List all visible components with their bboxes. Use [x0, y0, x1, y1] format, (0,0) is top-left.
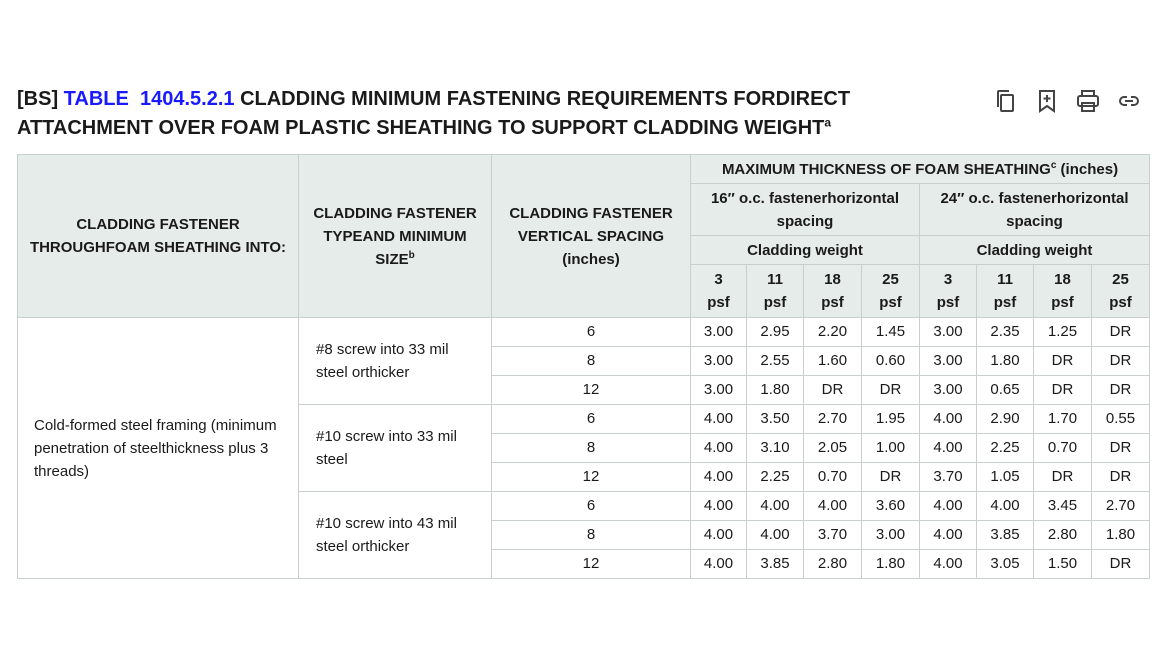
value-cell: DR: [1092, 318, 1150, 347]
value-cell: 4.00: [920, 521, 977, 550]
value-cell: 2.20: [804, 318, 862, 347]
section-number-link[interactable]: 1404.5.2.1: [139, 88, 235, 110]
value-cell: 1.45: [862, 318, 920, 347]
value-cell: 4.00: [747, 521, 804, 550]
value-cell: 0.65: [977, 376, 1034, 405]
value-cell: 1.25: [1034, 318, 1092, 347]
value-cell: 4.00: [747, 492, 804, 521]
value-cell: 4.00: [920, 492, 977, 521]
bookmark-add-button[interactable]: [1035, 87, 1059, 115]
value-cell: 1.00: [862, 434, 920, 463]
value-cell: 3.70: [920, 463, 977, 492]
header-psf-16-18: 18 psf: [804, 265, 862, 318]
value-cell: 3.70: [804, 521, 862, 550]
value-cell: 3.00: [862, 521, 920, 550]
value-cell: DR: [1034, 347, 1092, 376]
fastener-cell: #10 screw into 33 mil steel: [299, 405, 492, 492]
value-cell: 4.00: [691, 463, 747, 492]
value-cell: 3.60: [862, 492, 920, 521]
value-cell: DR: [1092, 376, 1150, 405]
value-cell: 1.95: [862, 405, 920, 434]
header-psf-16-25: 25 psf: [862, 265, 920, 318]
value-cell: DR: [862, 376, 920, 405]
value-cell: 3.00: [920, 376, 977, 405]
value-cell: 3.00: [691, 376, 747, 405]
value-cell: 3.85: [747, 550, 804, 579]
value-cell: 2.95: [747, 318, 804, 347]
link-icon: [1117, 89, 1141, 113]
value-cell: 0.55: [1092, 405, 1150, 434]
value-cell: 1.50: [1034, 550, 1092, 579]
fastener-cell: #10 screw into 43 mil steel orthicker: [299, 492, 492, 579]
header-psf-24-25: 25 psf: [1092, 265, 1150, 318]
header-psf-24-11: 11 psf: [977, 265, 1034, 318]
spacing-cell: 6: [492, 405, 691, 434]
value-cell: 3.00: [691, 318, 747, 347]
header-fastener-type: CLADDING FASTENER TYPEAND MINIMUM SIZE$^b$: [299, 155, 492, 318]
print-icon: [1076, 89, 1100, 113]
value-cell: 2.80: [1034, 521, 1092, 550]
value-cell: 4.00: [920, 405, 977, 434]
value-cell: 3.50: [747, 405, 804, 434]
spacing-cell: 6: [492, 318, 691, 347]
link-button[interactable]: [1117, 87, 1141, 115]
value-cell: DR: [1034, 463, 1092, 492]
value-cell: 3.10: [747, 434, 804, 463]
title-text-line-1: CLADDING MINIMUM FASTENING REQUIREMENTS FORDIRECT: [240, 88, 851, 110]
fastener-cell: #8 screw into 33 mil steel orthicker: [299, 318, 492, 405]
spacing-cell: 8: [492, 521, 691, 550]
value-cell: 3.00: [920, 318, 977, 347]
value-cell: 4.00: [691, 405, 747, 434]
header-psf-24-18: 18 psf: [1034, 265, 1092, 318]
value-cell: 2.05: [804, 434, 862, 463]
title-line-2: [17, 114, 917, 143]
value-cell: DR: [1092, 434, 1150, 463]
header-psf-16-11: 11 psf: [747, 265, 804, 318]
value-cell: DR: [804, 376, 862, 405]
value-cell: 1.80: [862, 550, 920, 579]
spacing-cell: 6: [492, 492, 691, 521]
value-cell: DR: [1092, 463, 1150, 492]
table-title: [17, 85, 917, 143]
title-footnote: a: [824, 115, 832, 130]
header-cladding-weight-16: Cladding weight: [691, 236, 920, 265]
value-cell: 2.25: [747, 463, 804, 492]
spacing-cell: 12: [492, 376, 691, 405]
header-spacing-24: 24″ o.c. fastenerhorizontal spacing: [920, 184, 1150, 236]
value-cell: 2.35: [977, 318, 1034, 347]
table-row: [18, 318, 1150, 347]
value-cell: 1.05: [977, 463, 1034, 492]
value-cell: 2.90: [977, 405, 1034, 434]
framing-cell: Cold-formed steel framing (minimum penetration of steelthickness plus 3 threads): [18, 318, 299, 579]
value-cell: 4.00: [691, 521, 747, 550]
title-text-line-2: ATTACHMENT OVER FOAM PLASTIC SHEATHING TO SUPPORT CLADDING WEIGHT: [17, 117, 825, 139]
value-cell: 3.45: [1034, 492, 1092, 521]
value-cell: 1.80: [977, 347, 1034, 376]
header-cladding-weight-24: Cladding weight: [920, 236, 1150, 265]
header-max-thickness: MAXIMUM THICKNESS OF FOAM SHEATHING$^c$ (inches): [691, 155, 1150, 184]
value-cell: DR: [1092, 550, 1150, 579]
header-psf-16-3: 3 psf: [691, 265, 747, 318]
header-vertical-spacing: CLADDING FASTENER VERTICAL SPACING (inches): [492, 155, 691, 318]
copy-icon: [994, 89, 1018, 113]
spacing-cell: 12: [492, 550, 691, 579]
value-cell: 4.00: [804, 492, 862, 521]
section-toolbar: [994, 86, 1144, 116]
spacing-cell: 12: [492, 463, 691, 492]
value-cell: 3.00: [691, 347, 747, 376]
value-cell: 3.00: [920, 347, 977, 376]
value-cell: 4.00: [977, 492, 1034, 521]
value-cell: 2.55: [747, 347, 804, 376]
value-cell: 1.60: [804, 347, 862, 376]
value-cell: 2.80: [804, 550, 862, 579]
spacing-cell: 8: [492, 347, 691, 376]
value-cell: 2.70: [1092, 492, 1150, 521]
title-line-1: [17, 85, 917, 114]
copy-button[interactable]: [994, 87, 1018, 115]
table-link[interactable]: TABLE: [63, 88, 129, 110]
value-cell: DR: [862, 463, 920, 492]
value-cell: 4.00: [920, 434, 977, 463]
value-cell: DR: [1092, 347, 1150, 376]
value-cell: 3.85: [977, 521, 1034, 550]
header-spacing-16: 16″ o.c. fastenerhorizontal spacing: [691, 184, 920, 236]
value-cell: 1.80: [1092, 521, 1150, 550]
header-framing: CLADDING FASTENER THROUGHFOAM SHEATHING INTO:: [18, 155, 299, 318]
value-cell: 4.00: [691, 550, 747, 579]
value-cell: 4.00: [691, 492, 747, 521]
value-cell: 4.00: [691, 434, 747, 463]
value-cell: 0.60: [862, 347, 920, 376]
fastening-requirements-table: [17, 154, 1150, 579]
value-cell: 0.70: [804, 463, 862, 492]
value-cell: 2.70: [804, 405, 862, 434]
value-cell: 1.70: [1034, 405, 1092, 434]
value-cell: 4.00: [920, 550, 977, 579]
spacing-cell: 8: [492, 434, 691, 463]
bookmark-add-icon: [1035, 89, 1059, 113]
print-button[interactable]: [1076, 87, 1100, 115]
value-cell: 3.05: [977, 550, 1034, 579]
value-cell: DR: [1034, 376, 1092, 405]
title-prefix: [BS]: [17, 88, 59, 110]
value-cell: 2.25: [977, 434, 1034, 463]
value-cell: 1.80: [747, 376, 804, 405]
value-cell: 0.70: [1034, 434, 1092, 463]
header-psf-24-3: 3 psf: [920, 265, 977, 318]
